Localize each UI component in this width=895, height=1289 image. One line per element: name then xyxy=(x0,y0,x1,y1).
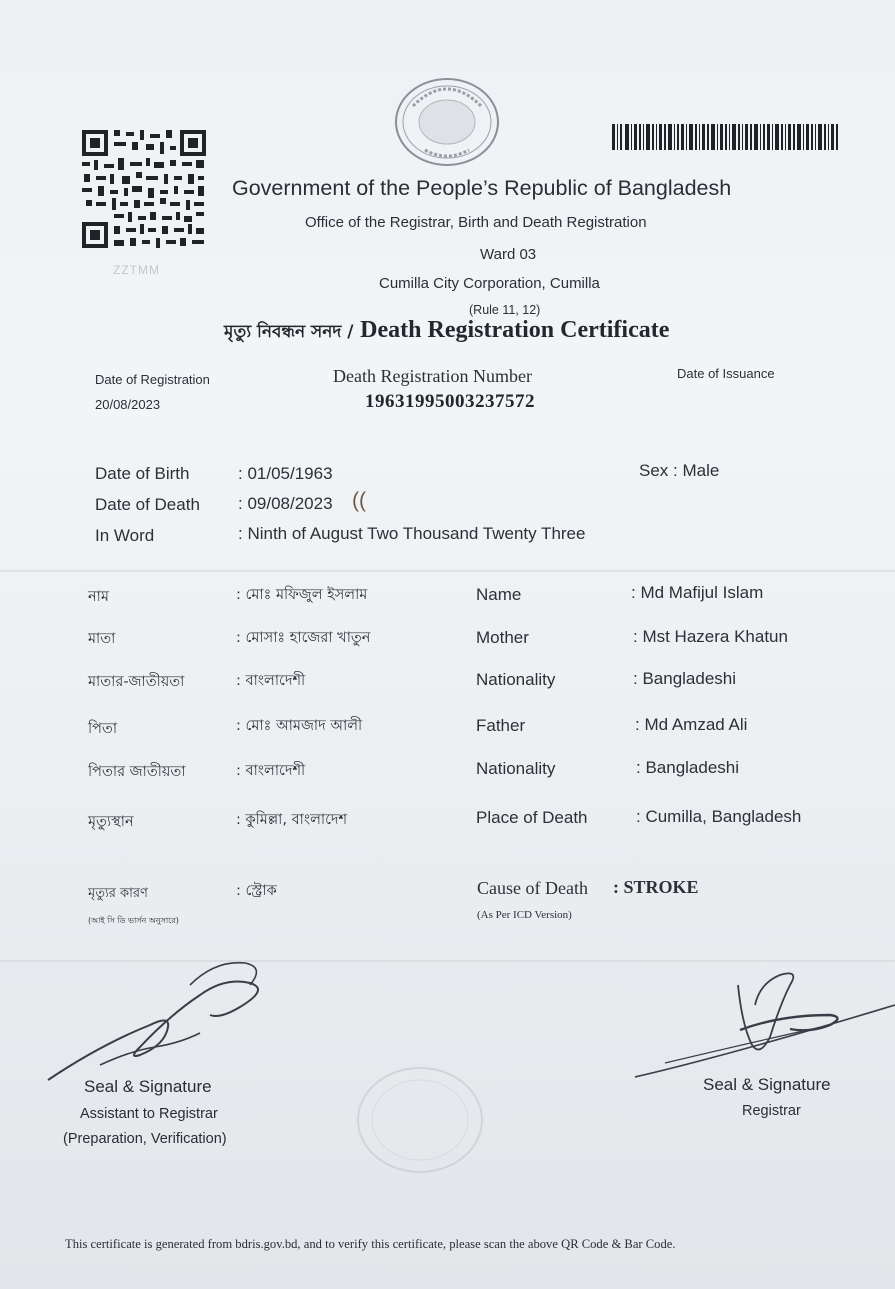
father-bn-value: : মোঃ আমজাদ আলী xyxy=(236,718,363,734)
right-role: Registrar xyxy=(742,1103,801,1119)
in-word-label: In Word xyxy=(95,526,155,545)
father-nationality-en-label: Nationality xyxy=(476,759,556,778)
father-nationality-en-value: : Bangladeshi xyxy=(636,758,740,777)
barcode-icon xyxy=(612,124,838,150)
name-en-value: : Md Mafijul Islam xyxy=(631,583,764,602)
death-date-value: : 09/08/2023 xyxy=(238,494,333,513)
death-place-bn-value: : কুমিল্লা, বাংলাদেশ xyxy=(236,812,348,828)
mother-en-value: : Mst Hazera Khatun xyxy=(633,627,788,646)
father-bn-label: পিতা xyxy=(88,721,118,737)
in-word-value: : Ninth of August Two Thousand Twenty Three xyxy=(238,524,586,543)
left-seal-title: Seal & Signature xyxy=(84,1077,212,1096)
mother-bn-label: মাতা xyxy=(88,631,116,647)
seal-icon xyxy=(350,1060,490,1180)
sex-field: Sex : Male xyxy=(639,461,720,480)
birth-date-value: : 01/05/1963 xyxy=(238,464,333,483)
cause-bn-value: : স্ট্রোক xyxy=(236,883,277,899)
qr-code-icon xyxy=(80,128,208,250)
cause-bn-note: (আই সি ডি ভার্সন অনুসারে) xyxy=(88,916,179,925)
mother-nationality-bn-value: : বাংলাদেশী xyxy=(236,673,306,689)
cause-en-label: Cause of Death xyxy=(477,878,588,898)
right-seal-title: Seal & Signature xyxy=(703,1075,831,1094)
name-bn-value: : মোঃ মফিজুল ইসলাম xyxy=(236,587,368,603)
mother-nationality-en-value: : Bangladeshi xyxy=(633,669,737,688)
rule-line: (Rule 11, 12) xyxy=(469,303,541,317)
signature-icon xyxy=(40,955,280,1085)
father-nationality-bn-label: পিতার জাতীয়তা xyxy=(88,764,186,780)
certificate-title xyxy=(224,316,669,347)
qr-caption: ZZTMM xyxy=(113,263,160,277)
footer-note: This certificate is generated from bdris.gov.bd, and to verify this certificate, please scan the above QR Code & Bar Code. xyxy=(65,1237,676,1251)
ward-line: Ward 03 xyxy=(480,246,537,263)
office-line: Office of the Registrar, Birth and Death Registration xyxy=(305,214,647,231)
death-place-bn-label: মৃত্যুস্থান xyxy=(88,814,134,830)
signature-icon xyxy=(630,945,895,1085)
mother-en-label: Mother xyxy=(476,628,529,647)
birth-date-label: Date of Birth xyxy=(95,464,190,483)
corporation-line: Cumilla City Corporation, Cumilla xyxy=(379,275,600,292)
left-role: Assistant to Registrar xyxy=(80,1106,218,1122)
cause-en-value: : STROKE xyxy=(613,877,699,897)
mother-nationality-bn-label: মাতার-জাতীয়তা xyxy=(88,674,185,690)
death-date-label: Date of Death xyxy=(95,495,200,514)
certificate-title-en: Death Registration Certificate xyxy=(360,317,670,343)
fold-line xyxy=(0,570,895,572)
seal-icon xyxy=(393,76,501,168)
certificate-title-bn: মৃত্যু নিবন্ধন সনদ / xyxy=(224,322,354,342)
registration-number-value: 19631995003237572 xyxy=(365,391,535,412)
father-en-label: Father xyxy=(476,716,526,735)
cause-en-note: (As Per ICD Version) xyxy=(477,909,572,921)
death-place-en-label: Place of Death xyxy=(476,808,588,827)
father-en-value: : Md Amzad Ali xyxy=(635,715,748,734)
government-title: Government of the People’s Republic of Bangladesh xyxy=(232,176,732,200)
mother-bn-value: : মোসাঃ হাজেরা খাতুন xyxy=(236,630,371,646)
death-place-en-value: : Cumilla, Bangladesh xyxy=(636,807,802,826)
registration-date-label: Date of Registration xyxy=(95,372,210,387)
father-nationality-bn-value: : বাংলাদেশী xyxy=(236,763,306,779)
left-role-detail: (Preparation, Verification) xyxy=(63,1131,227,1147)
mother-nationality-en-label: Nationality xyxy=(476,670,556,689)
name-en-label: Name xyxy=(476,585,522,604)
handwritten-mark: (( xyxy=(352,489,366,512)
registration-number-label: Death Registration Number xyxy=(333,366,532,386)
cause-bn-label: মৃত্যুর কারণ xyxy=(88,886,148,901)
name-bn-label: নাম xyxy=(88,589,109,605)
issuance-date-label: Date of Issuance xyxy=(677,366,775,381)
registration-date-value: 20/08/2023 xyxy=(95,397,161,412)
